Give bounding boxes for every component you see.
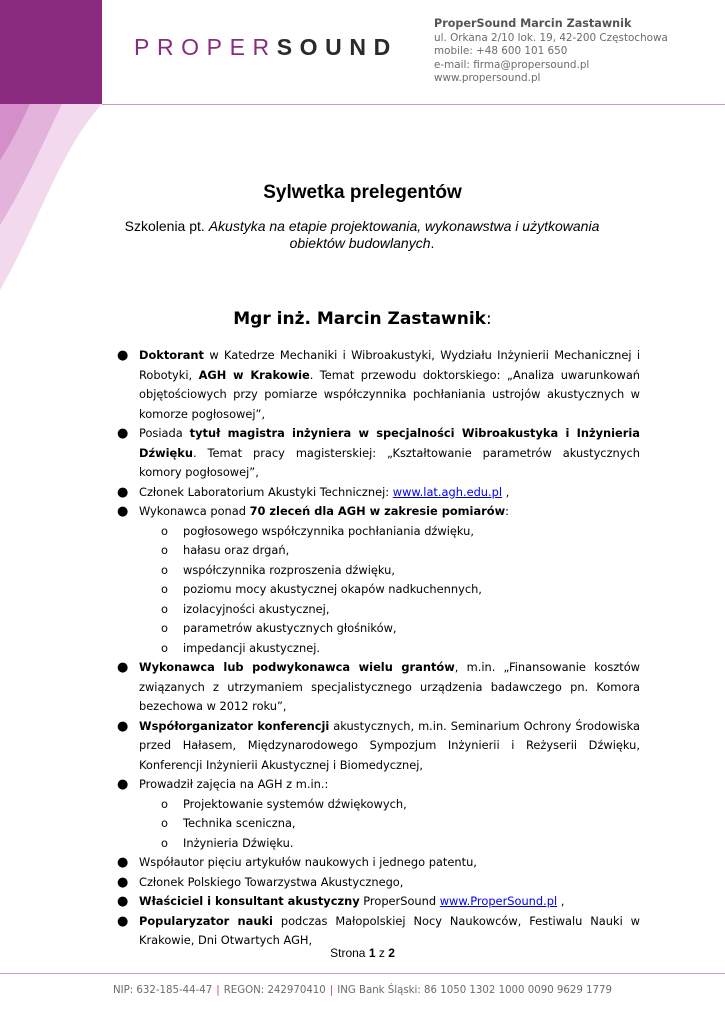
bio-text: Członek Laboratorium Akustyki Technicznej: <box>139 484 393 499</box>
sub-list-item <box>161 561 640 581</box>
bio-item-masters <box>117 424 640 483</box>
sub-list-item <box>161 580 640 600</box>
circle-bullet-icon: o <box>161 816 168 830</box>
bullet-icon: ● <box>117 718 129 734</box>
bullet-icon: ● <box>117 504 129 519</box>
bio-strong: Wykonawca lub podwykonawca wielu grantów <box>139 660 455 674</box>
bullet-icon: ● <box>117 894 129 909</box>
bullet-icon: ● <box>117 348 129 363</box>
logo-sound: SOUND <box>276 34 398 60</box>
sub-item-text: parametrów akustycznych głośników, <box>183 621 397 635</box>
bio-text: , m.in. „Finansowanie kosztów związanych z utrzymaniem specjalistycznego urządzenia badawczego pn. Komora bezechowa w 2012 roku”, <box>139 660 640 713</box>
bio-item-conferences <box>117 717 640 776</box>
bio-item-grants <box>117 658 640 717</box>
bio-text: Członek Polskiego Towarzystwa Akustycznego, <box>139 874 404 889</box>
speaker-colon: : <box>486 309 492 329</box>
subtitle-suffix: . <box>430 235 435 251</box>
bullet-icon: ● <box>117 777 129 792</box>
bio-text: , <box>502 484 510 499</box>
propersound-link[interactable]: www.ProperSound.pl <box>439 894 558 908</box>
bio-item-lab <box>117 483 640 503</box>
bio-text: Wykonawca ponad <box>139 504 250 518</box>
footer-separator: | <box>329 985 334 996</box>
circle-bullet-icon: o <box>161 835 168 850</box>
footer-nip: NIP: 632-185-44-47 <box>112 985 213 996</box>
circle-bullet-icon: o <box>161 796 168 811</box>
footer-info <box>0 985 725 996</box>
subtitle-prefix: Szkolenia pt. <box>124 218 209 234</box>
speaker-bio-list <box>117 346 640 951</box>
sub-list-item <box>161 619 640 639</box>
footer-regon: REGON: 242970410 <box>223 985 326 996</box>
company-address: ul. Orkana 2/10 lok. 19, 42-200 Częstochowa <box>434 31 668 44</box>
bio-strong: AGH w Krakowie <box>198 367 310 382</box>
bio-text: ProperSound <box>359 894 440 908</box>
footer-separator: | <box>216 985 220 996</box>
purple-side-bar <box>0 0 102 104</box>
company-email: e-mail: firma@propersound.pl <box>434 58 590 71</box>
circle-bullet-icon: o <box>161 640 168 655</box>
company-name: ProperSound Marcin Zastawnik <box>434 17 632 30</box>
bio-strong: Doktorant <box>139 348 204 362</box>
bio-strong: Popularyzator nauki <box>139 913 273 928</box>
bio-text: . Temat pracy magisterskiej: „Kształtowanie parametrów akustycznych komory pogłosowej”, <box>139 445 640 479</box>
sub-item-text: Technika sceniczna, <box>183 816 296 830</box>
bio-strong: tytuł magistra inżyniera w specjalności Wibroakustyka i Inżynieria Dźwięku <box>139 426 640 460</box>
company-website: www.propersound.pl <box>434 72 541 85</box>
page-title: Sylwetka prelegentów <box>263 182 462 203</box>
bio-text: Prowadził zajęcia na AGH z m.in.: <box>139 777 329 791</box>
bio-text: , <box>557 894 565 908</box>
footer-bank: ING Bank Śląski: 86 1050 1302 1000 0090 9629 1779 <box>337 985 613 996</box>
bullet-icon: ● <box>117 913 129 929</box>
bio-item-doctorate <box>117 346 640 424</box>
speaker-name: Mgr inż. Marcin Zastawnik <box>233 309 486 329</box>
bio-item-pta-member <box>117 873 640 893</box>
sub-item-text: Inżynieria Dźwięku. <box>183 835 294 850</box>
sub-list-item <box>161 639 640 659</box>
bio-item-popularizer <box>117 912 640 951</box>
sub-item-text: współczynnika rozproszenia dźwięku, <box>183 562 395 577</box>
propersound-logo <box>134 36 398 59</box>
company-info <box>434 17 719 86</box>
page-current: 1 <box>368 946 376 960</box>
sub-list-item <box>161 522 640 542</box>
speaker-heading <box>0 309 725 329</box>
sub-item-text: izolacyjności akustycznej, <box>183 601 330 616</box>
page-label: Strona <box>330 946 369 960</box>
circle-bullet-icon: o <box>161 582 168 596</box>
circle-bullet-icon: o <box>161 523 168 538</box>
circle-bullet-icon: o <box>161 562 168 577</box>
sub-item-text: hałasu oraz drgań, <box>183 543 290 557</box>
sub-list-item <box>161 541 640 561</box>
bio-item-teaching <box>117 775 640 853</box>
sub-list-item <box>161 834 640 854</box>
bullet-icon: ● <box>117 855 129 870</box>
bio-item-owner <box>117 892 640 912</box>
bio-item-measurements <box>117 502 640 658</box>
sub-item-text: pogłosowego współczynnika pochłaniania dźwięku, <box>183 523 474 538</box>
training-subtitle <box>104 218 620 252</box>
page-of: z <box>375 946 389 960</box>
sub-item-text: impedancji akustycznej. <box>183 640 320 655</box>
bullet-icon: ● <box>117 660 129 675</box>
bio-item-publications <box>117 853 640 873</box>
lab-link[interactable]: www.lat.agh.edu.pl <box>392 484 503 499</box>
footer-rule <box>0 973 725 974</box>
sub-list-item <box>161 795 640 815</box>
sub-list-item <box>161 600 640 620</box>
bio-text: w Katedrze Mechaniki i Wibroakustyki, Wydziału Inżynierii Mechanicznej i Robotyki, <box>139 348 640 382</box>
bio-text: Posiada <box>139 426 190 440</box>
bullet-icon: ● <box>117 874 129 890</box>
sub-list-item <box>161 814 640 834</box>
sub-item-text: Projektowanie systemów dźwiękowych, <box>183 796 407 811</box>
sub-item-text: poziomu mocy akustycznej okapów nadkuchennych, <box>183 582 482 596</box>
measurement-list <box>139 522 640 659</box>
bio-text: . Temat przewodu doktorskiego: „Analiza uwarunkowań objętościowych przy pomiarze współczynnika pochłaniania ustrojów akustycznych w komorze pogłosowej”, <box>139 367 641 421</box>
bio-text: Współautor pięciu artykułów naukowych i jednego patentu, <box>139 855 477 869</box>
logo-proper: PROPER <box>134 34 277 60</box>
bio-text: : <box>505 504 509 518</box>
bio-strong: Właściciel i konsultant akustyczny <box>139 894 360 908</box>
bio-strong: 70 zleceń dla AGH w zakresie pomiarów <box>249 504 506 518</box>
courses-list <box>139 795 640 854</box>
bio-strong: Współorganizator konferencji <box>139 718 330 733</box>
circle-bullet-icon: o <box>161 621 168 635</box>
training-name: Akustyka na etapie projektowania, wykonawstwa i użytkowania obiektów budowlanych <box>208 218 600 251</box>
circle-bullet-icon: o <box>161 543 168 557</box>
bullet-icon: ● <box>117 484 129 500</box>
header-rule <box>102 104 725 105</box>
page-total: 2 <box>388 946 395 960</box>
page-number <box>0 946 725 960</box>
bio-text: akustycznych, m.in. Seminarium Ochrony Środowiska przed Hałasem, Międzynarodowego Sympozjum Inżynierii i Reżyserii Dźwięku, Konferencji Inżynierii Akustycznej i Biomedycznej, <box>139 718 640 772</box>
company-mobile: mobile: +48 600 101 650 <box>434 45 568 58</box>
bio-text: podczas Małopolskiej Nocy Naukowców, Festiwalu Nauki w Krakowie, Dni Otwartych AGH, <box>139 913 640 947</box>
circle-bullet-icon: o <box>161 601 168 616</box>
bullet-icon: ● <box>117 426 129 441</box>
